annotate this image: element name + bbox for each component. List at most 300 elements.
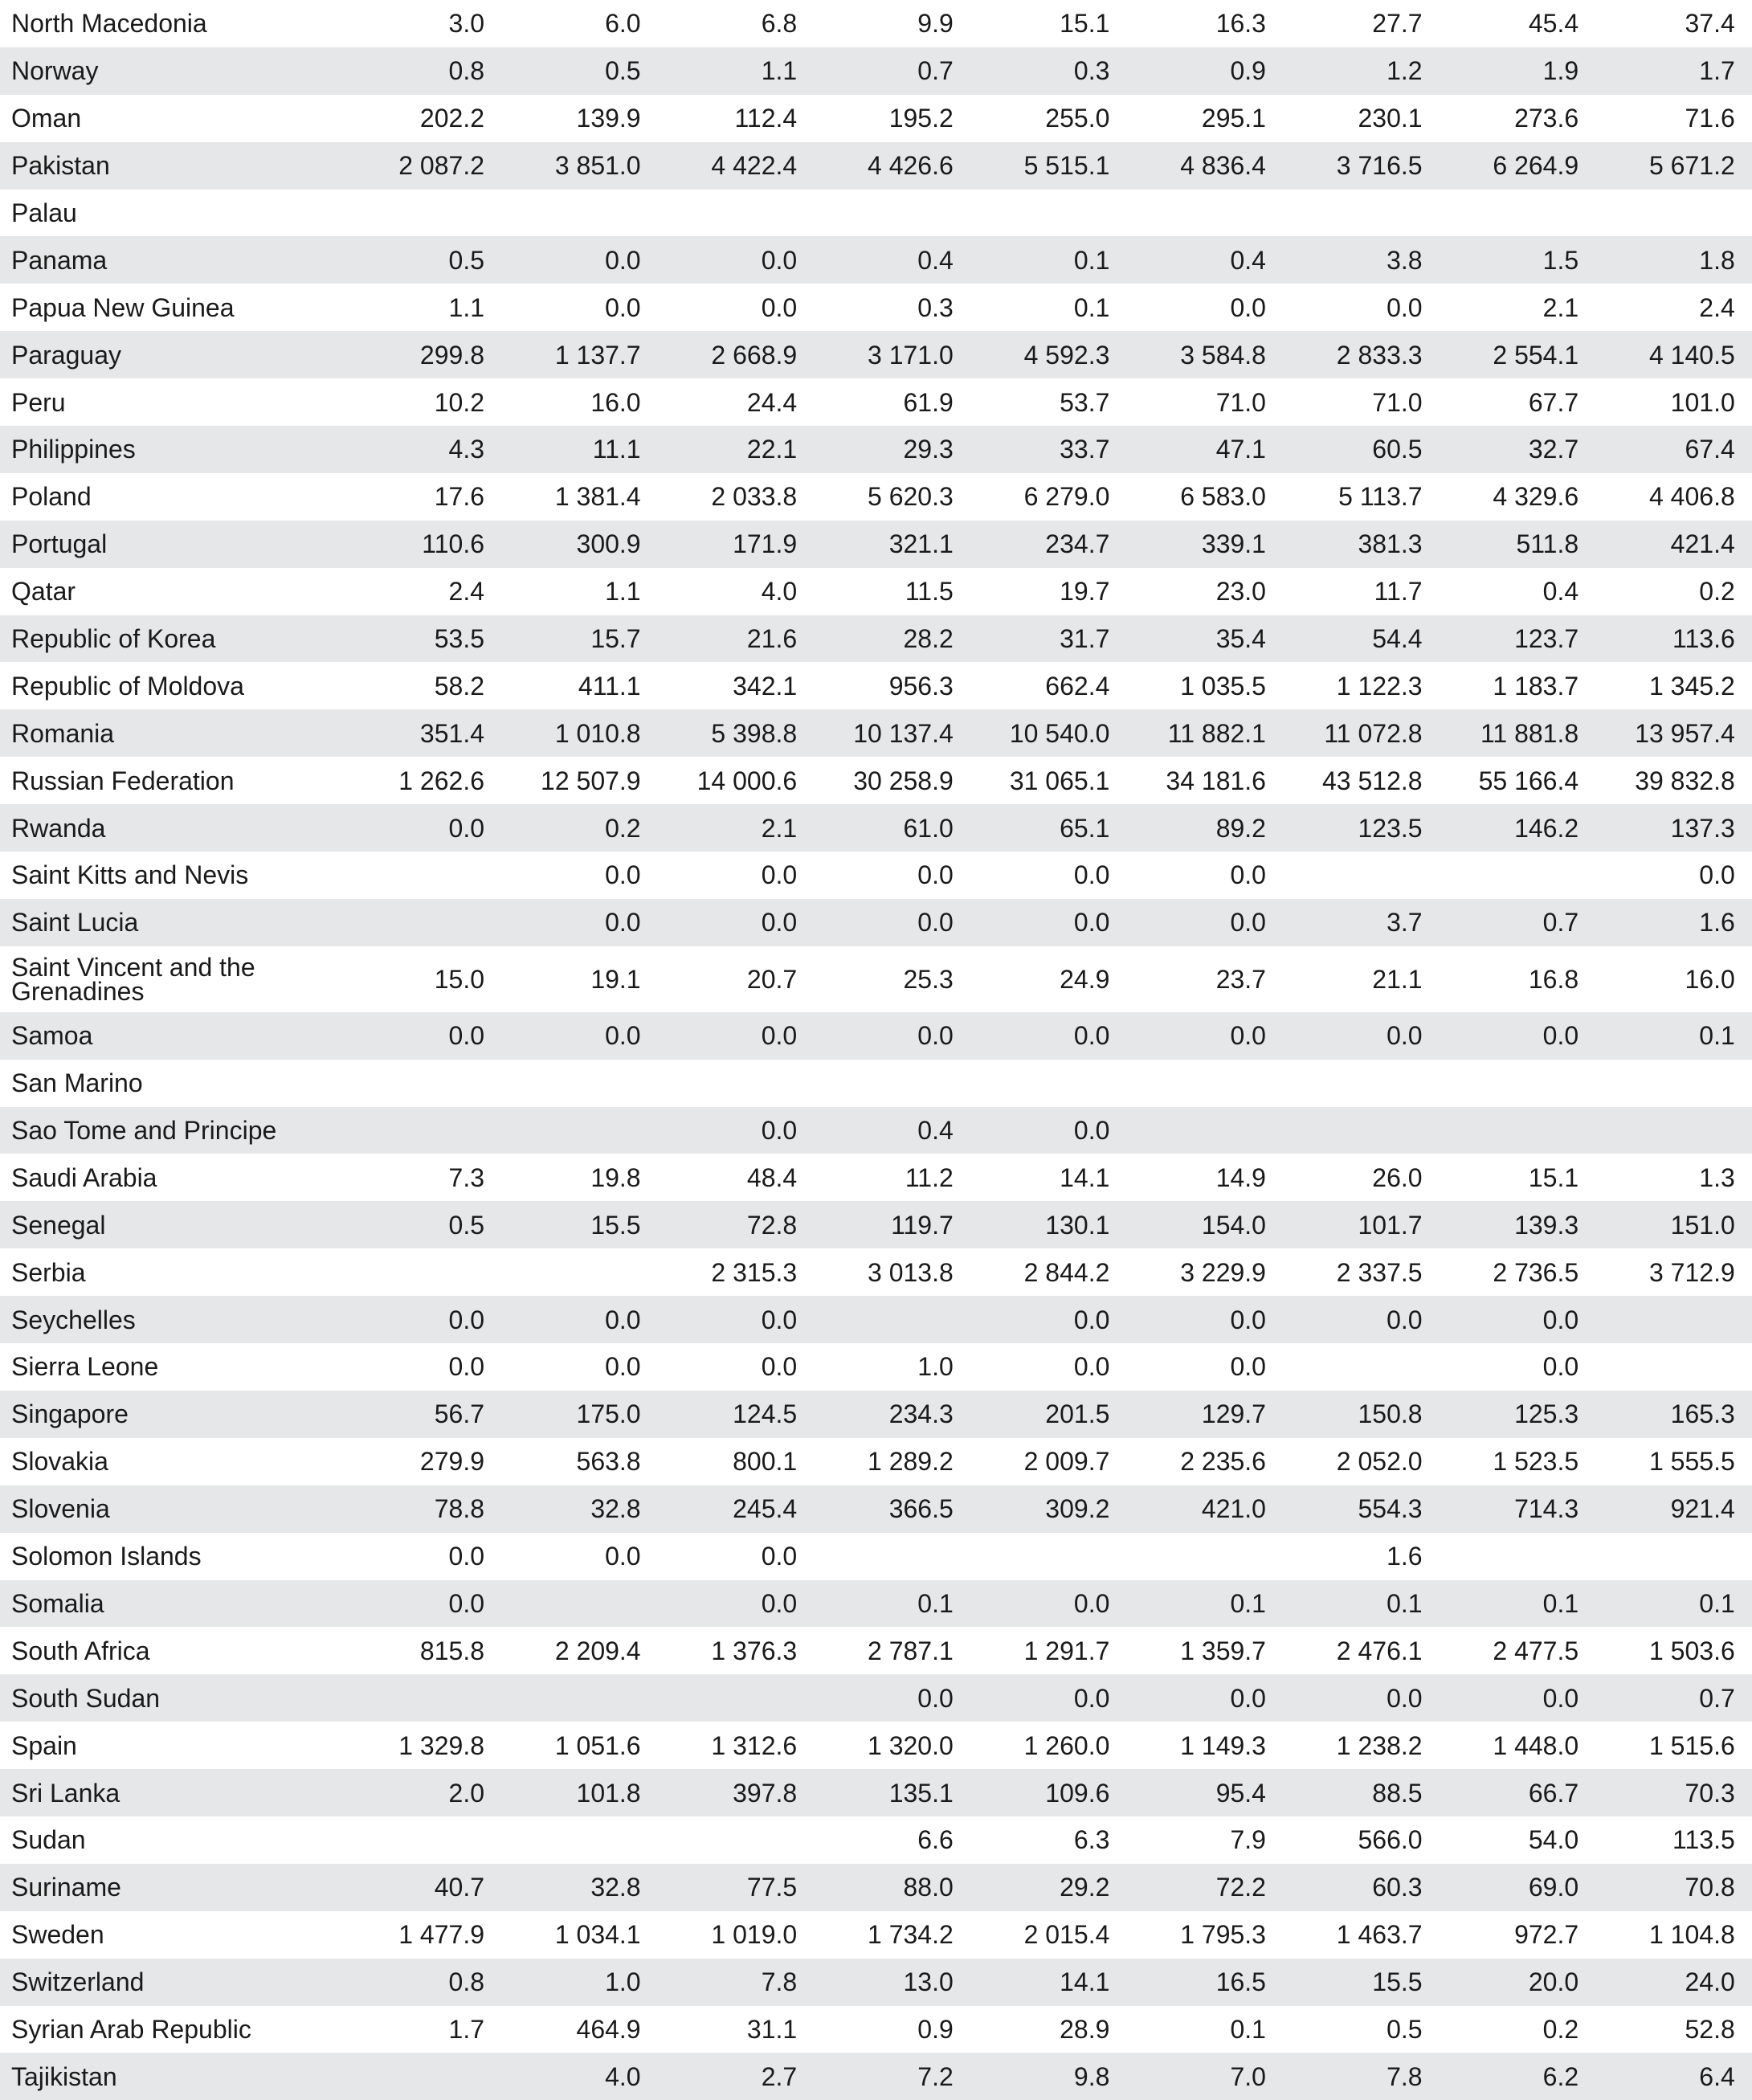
value-cell-col-7: 43 512.8	[1322, 766, 1423, 795]
value-cell-col-9: 70.3	[1685, 1778, 1735, 1808]
value-cell-col-8: 6.2	[1542, 2061, 1579, 2091]
country-name-cell: Portugal	[11, 529, 108, 559]
country-name-cell: Spain	[11, 1730, 77, 1760]
value-cell-col-6: 4 836.4	[1180, 151, 1266, 181]
value-cell-col-2: 0.0	[605, 860, 641, 890]
value-cell-col-5: 29.2	[1060, 1873, 1110, 1902]
country-name-cell: Sudan	[11, 1825, 86, 1855]
value-cell-col-6: 1 795.3	[1180, 1920, 1266, 1950]
value-cell-col-2: 101.8	[576, 1778, 641, 1808]
value-cell-col-7: 88.5	[1372, 1778, 1423, 1808]
value-cell-col-1: 1 477.9	[398, 1920, 484, 1950]
value-cell-col-6: 14.9	[1215, 1162, 1266, 1192]
value-cell-col-2: 15.5	[590, 1210, 641, 1240]
value-cell-col-1: 279.9	[419, 1447, 484, 1477]
table-row	[0, 95, 1752, 142]
value-cell-col-3: 4.0	[761, 577, 798, 607]
value-cell-col-5: 2 015.4	[1023, 1920, 1110, 1950]
country-name-cell: Philippines	[11, 435, 136, 464]
value-cell-col-4: 30 258.9	[853, 766, 954, 795]
value-cell-col-6: 0.0	[1230, 1352, 1266, 1382]
value-cell-col-1: 1 262.6	[398, 766, 484, 795]
table-row	[0, 47, 1752, 95]
value-cell-col-6: 295.1	[1201, 104, 1266, 133]
value-cell-col-9: 4 406.8	[1648, 482, 1735, 512]
value-cell-col-7: 60.5	[1372, 435, 1423, 464]
table-row	[0, 190, 1752, 237]
value-cell-col-5: 5 515.1	[1023, 151, 1110, 181]
value-cell-col-8: 45.4	[1528, 9, 1579, 39]
value-cell-col-9: 39 832.8	[1635, 766, 1735, 795]
value-cell-col-3: 0.0	[761, 1352, 798, 1382]
value-cell-col-7: 1.6	[1386, 1542, 1423, 1571]
country-name-cell: Sierra Leone	[11, 1352, 159, 1382]
value-cell-col-5: 309.2	[1045, 1494, 1110, 1524]
table-row	[0, 1959, 1752, 2006]
value-cell-col-2: 0.0	[605, 1305, 641, 1334]
value-cell-col-8: 55 166.4	[1478, 766, 1579, 795]
value-cell-col-3: 0.0	[761, 1588, 798, 1618]
value-cell-col-7: 3 716.5	[1336, 151, 1423, 181]
value-cell-col-3: 0.0	[761, 1305, 798, 1334]
value-cell-col-6: 3 584.8	[1180, 340, 1266, 370]
table-row	[0, 1533, 1752, 1580]
value-cell-col-4: 5 620.3	[868, 482, 954, 512]
country-name-cell: North Macedonia	[11, 9, 207, 39]
country-name-cell: Paraguay	[11, 340, 121, 370]
value-cell-col-6: 0.1	[1230, 1588, 1266, 1618]
value-cell-col-9: 67.4	[1685, 435, 1735, 464]
value-cell-col-3: 0.0	[761, 292, 798, 322]
value-cell-col-5: 6 279.0	[1023, 482, 1110, 512]
value-cell-col-9: 0.1	[1699, 1021, 1735, 1051]
value-cell-col-3: 1 019.0	[711, 1920, 798, 1950]
value-cell-col-9: 2.4	[1699, 292, 1735, 322]
value-cell-col-4: 0.4	[917, 245, 954, 275]
value-cell-col-5: 0.0	[1073, 1352, 1110, 1382]
value-cell-col-1: 7.3	[448, 1162, 484, 1192]
value-cell-col-5: 130.1	[1045, 1210, 1110, 1240]
value-cell-col-5: 31.7	[1060, 624, 1110, 654]
value-cell-col-9: 37.4	[1685, 9, 1735, 39]
country-name-cell: Qatar	[11, 577, 76, 607]
value-cell-col-1: 0.0	[448, 1542, 484, 1571]
value-cell-col-2: 0.5	[605, 56, 641, 86]
country-name-cell: Norway	[11, 56, 99, 86]
value-cell-col-7: 1 463.7	[1336, 1920, 1423, 1950]
value-cell-col-7: 21.1	[1372, 964, 1423, 994]
value-cell-col-4: 0.0	[917, 1683, 954, 1713]
value-cell-col-6: 0.9	[1230, 56, 1266, 86]
value-cell-col-3: 397.8	[733, 1778, 798, 1808]
value-cell-col-1: 2 087.2	[398, 151, 484, 181]
value-cell-col-1: 40.7	[434, 1873, 484, 1902]
value-cell-col-1: 0.5	[448, 245, 484, 275]
value-cell-col-1: 10.2	[434, 387, 484, 417]
value-cell-col-5: 0.0	[1073, 1683, 1110, 1713]
value-cell-col-8: 1 448.0	[1493, 1730, 1579, 1760]
value-cell-col-9: 4 140.5	[1648, 340, 1735, 370]
value-cell-col-3: 14 000.6	[696, 766, 798, 795]
value-cell-col-6: 95.4	[1215, 1778, 1266, 1808]
value-cell-col-7: 27.7	[1372, 9, 1423, 39]
value-cell-col-3: 22.1	[746, 435, 798, 464]
country-name-cell: Republic of Korea	[11, 624, 216, 654]
value-cell-col-6: 6 583.0	[1180, 482, 1266, 512]
value-cell-col-2: 1 010.8	[554, 718, 641, 748]
value-cell-col-6: 23.7	[1215, 964, 1266, 994]
value-cell-col-2: 16.0	[590, 387, 641, 417]
value-cell-col-2: 1 381.4	[554, 482, 641, 512]
value-cell-col-7: 3.7	[1386, 908, 1423, 938]
value-cell-col-9: 421.4	[1670, 529, 1735, 559]
value-cell-col-8: 6 264.9	[1493, 151, 1579, 181]
value-cell-col-6: 7.0	[1230, 2061, 1266, 2091]
value-cell-col-8: 511.8	[1516, 529, 1579, 559]
value-cell-col-2: 0.0	[605, 1352, 641, 1382]
value-cell-col-1: 56.7	[434, 1399, 484, 1429]
value-cell-col-5: 0.1	[1073, 292, 1110, 322]
value-cell-col-4: 10 137.4	[853, 718, 954, 748]
value-cell-col-8: 972.7	[1514, 1920, 1579, 1950]
country-name-cell: Poland	[11, 482, 92, 512]
value-cell-col-4: 13.0	[903, 1967, 954, 1997]
table-row	[0, 2053, 1752, 2100]
value-cell-col-3: 1.1	[761, 56, 798, 86]
table-row	[0, 662, 1752, 709]
table-row	[0, 1438, 1752, 1485]
value-cell-col-3: 2 668.9	[711, 340, 798, 370]
value-cell-col-8: 15.1	[1528, 1162, 1579, 1192]
country-name-cell: Tajikistan	[11, 2061, 117, 2091]
value-cell-col-7: 1.2	[1386, 56, 1423, 86]
table-row	[0, 946, 1752, 1012]
country-name-cell: Suriname	[11, 1873, 121, 1902]
country-name-cell: South Sudan	[11, 1683, 161, 1713]
value-cell-col-8: 714.3	[1514, 1494, 1579, 1524]
value-cell-col-5: 15.1	[1060, 9, 1110, 39]
value-cell-col-7: 11.7	[1374, 577, 1423, 607]
table-row	[0, 1769, 1752, 1816]
value-cell-col-7: 7.8	[1386, 2061, 1423, 2091]
value-cell-col-1: 53.5	[434, 624, 484, 654]
value-cell-col-7: 15.5	[1372, 1967, 1423, 1997]
value-cell-col-4: 1 734.2	[868, 1920, 954, 1950]
value-cell-col-3: 72.8	[746, 1210, 798, 1240]
value-cell-col-8: 2 477.5	[1493, 1636, 1579, 1665]
value-cell-col-6: 0.0	[1230, 908, 1266, 938]
value-cell-col-3: 342.1	[733, 671, 798, 701]
country-name-cell: Samoa	[11, 1021, 93, 1051]
value-cell-col-8: 146.2	[1514, 813, 1579, 843]
value-cell-col-6: 34 181.6	[1166, 766, 1266, 795]
value-cell-col-1: 815.8	[419, 1636, 484, 1665]
value-cell-col-9: 1 345.2	[1648, 671, 1735, 701]
country-name-cell: Slovenia	[11, 1494, 110, 1524]
country-name-cell: Slovakia	[11, 1447, 108, 1477]
value-cell-col-9: 13 957.4	[1635, 718, 1735, 748]
value-cell-col-5: 0.0	[1073, 1021, 1110, 1051]
value-cell-col-4: 0.4	[917, 1116, 954, 1146]
country-name-cell: Solomon Islands	[11, 1542, 202, 1571]
value-cell-col-4: 88.0	[903, 1873, 954, 1902]
value-cell-col-2: 0.2	[605, 813, 641, 843]
table-row	[0, 709, 1752, 757]
country-name-cell: Pakistan	[11, 151, 110, 181]
value-cell-col-8: 4 329.6	[1493, 482, 1579, 512]
value-cell-col-7: 0.0	[1386, 292, 1423, 322]
table-row	[0, 1580, 1752, 1628]
value-cell-col-6: 1 359.7	[1180, 1636, 1266, 1665]
table-row	[0, 615, 1752, 663]
value-cell-col-9: 3 712.9	[1648, 1257, 1735, 1287]
country-name-cell: Seychelles	[11, 1305, 136, 1334]
value-cell-col-7: 11 072.8	[1324, 718, 1423, 748]
table-row	[0, 331, 1752, 378]
table-row	[0, 2006, 1752, 2053]
value-cell-col-5: 6.3	[1073, 1825, 1110, 1855]
value-cell-col-1: 0.8	[448, 56, 484, 86]
value-cell-col-4: 7.2	[917, 2061, 954, 2091]
value-cell-col-7: 1 238.2	[1336, 1730, 1423, 1760]
value-cell-col-5: 28.9	[1060, 2014, 1110, 2044]
table-row	[0, 473, 1752, 521]
value-cell-col-8: 0.1	[1542, 1588, 1579, 1618]
value-cell-col-2: 175.0	[576, 1399, 641, 1429]
value-cell-col-9: 113.5	[1672, 1825, 1735, 1855]
value-cell-col-7: 2 833.3	[1336, 340, 1423, 370]
value-cell-col-9: 151.0	[1670, 1210, 1735, 1240]
table-row	[0, 804, 1752, 852]
table-row	[0, 426, 1752, 473]
value-cell-col-5: 10 540.0	[1009, 718, 1110, 748]
value-cell-col-3: 77.5	[746, 1873, 798, 1902]
value-cell-col-8: 1 183.7	[1493, 671, 1579, 701]
value-cell-col-1: 0.0	[448, 813, 484, 843]
value-cell-col-4: 1 289.2	[868, 1447, 954, 1477]
value-cell-col-2: 0.0	[605, 292, 641, 322]
value-cell-col-1: 202.2	[419, 104, 484, 133]
value-cell-col-3: 7.8	[761, 1967, 798, 1997]
table-row	[0, 1201, 1752, 1248]
value-cell-col-3: 0.0	[761, 908, 798, 938]
value-cell-col-5: 65.1	[1060, 813, 1110, 843]
value-cell-col-4: 135.1	[888, 1778, 954, 1808]
country-name-cell: Sri Lanka	[11, 1778, 120, 1808]
value-cell-col-3: 112.4	[734, 104, 798, 133]
value-cell-col-9: 16.0	[1685, 964, 1735, 994]
value-cell-col-5: 0.0	[1073, 1588, 1110, 1618]
value-cell-col-8: 0.2	[1542, 2014, 1579, 2044]
value-cell-col-6: 35.4	[1215, 624, 1266, 654]
value-cell-col-6: 0.4	[1230, 245, 1266, 275]
country-name-cell: San Marino	[11, 1068, 143, 1098]
value-cell-col-9: 137.3	[1670, 813, 1735, 843]
value-cell-col-4: 0.0	[917, 860, 954, 890]
value-cell-col-2: 0.0	[605, 908, 641, 938]
value-cell-col-5: 234.7	[1045, 529, 1110, 559]
table-row	[0, 1060, 1752, 1107]
value-cell-col-8: 0.0	[1542, 1683, 1579, 1713]
table-row	[0, 1627, 1752, 1674]
value-cell-col-4: 1 320.0	[868, 1730, 954, 1760]
table-row	[0, 1674, 1752, 1722]
value-cell-col-7: 54.4	[1372, 624, 1423, 654]
value-cell-col-6: 23.0	[1215, 577, 1266, 607]
country-name-cell: Rwanda	[11, 813, 106, 843]
value-cell-col-4: 366.5	[888, 1494, 954, 1524]
value-cell-col-2: 2 209.4	[554, 1636, 641, 1665]
value-cell-col-9: 113.6	[1672, 624, 1735, 654]
value-cell-col-4: 0.9	[917, 2014, 954, 2044]
table-row	[0, 1864, 1752, 1911]
country-name-cell: Syrian Arab Republic	[11, 2014, 251, 2044]
table-row	[0, 1012, 1752, 1060]
value-cell-col-4: 61.9	[903, 387, 954, 417]
value-cell-col-9: 1 515.6	[1648, 1730, 1735, 1760]
value-cell-col-8: 54.0	[1528, 1825, 1579, 1855]
value-cell-col-3: 800.1	[733, 1447, 798, 1477]
value-cell-col-1: 3.0	[448, 9, 484, 39]
value-cell-col-9: 1.6	[1699, 908, 1735, 938]
value-cell-col-5: 1 260.0	[1023, 1730, 1110, 1760]
value-cell-col-3: 2.7	[761, 2061, 798, 2091]
value-cell-col-7: 123.5	[1358, 813, 1423, 843]
value-cell-col-1: 17.6	[434, 482, 484, 512]
value-cell-col-6: 339.1	[1201, 529, 1266, 559]
value-cell-col-5: 4 592.3	[1023, 340, 1110, 370]
value-cell-col-2: 0.0	[605, 1542, 641, 1571]
value-cell-col-2: 1 034.1	[554, 1920, 641, 1950]
value-cell-col-3: 0.0	[761, 1542, 798, 1571]
value-cell-col-1: 110.6	[422, 529, 484, 559]
value-cell-col-4: 11.2	[905, 1162, 954, 1192]
value-cell-col-2: 1 137.7	[554, 340, 641, 370]
value-cell-col-2: 1.0	[605, 1967, 641, 1997]
value-cell-col-5: 1 291.7	[1023, 1636, 1110, 1665]
value-cell-col-7: 0.0	[1386, 1305, 1423, 1334]
value-cell-col-9: 0.0	[1699, 860, 1735, 890]
value-cell-col-6: 7.9	[1230, 1825, 1266, 1855]
value-cell-col-5: 0.3	[1073, 56, 1110, 86]
table-row	[0, 852, 1752, 899]
value-cell-col-4: 2 787.1	[868, 1636, 954, 1665]
table-row	[0, 1911, 1752, 1959]
value-cell-col-8: 2.1	[1542, 292, 1579, 322]
table-row	[0, 521, 1752, 568]
value-cell-col-5: 2 844.2	[1023, 1257, 1110, 1287]
value-cell-col-1: 15.0	[434, 964, 484, 994]
value-cell-col-2: 563.8	[576, 1447, 641, 1477]
value-cell-col-6: 47.1	[1215, 435, 1266, 464]
table-row	[0, 236, 1752, 284]
value-cell-col-3: 2 315.3	[711, 1257, 798, 1287]
value-cell-col-1: 1.7	[448, 2014, 484, 2044]
value-cell-col-1: 0.0	[448, 1352, 484, 1382]
value-cell-col-4: 28.2	[903, 624, 954, 654]
value-cell-col-3: 31.1	[746, 2014, 798, 2044]
value-cell-col-4: 0.7	[917, 56, 954, 86]
value-cell-col-1: 0.0	[448, 1305, 484, 1334]
value-cell-col-5: 0.1	[1073, 245, 1110, 275]
value-cell-col-8: 1 523.5	[1493, 1447, 1579, 1477]
value-cell-col-8: 11 881.8	[1480, 718, 1579, 748]
value-cell-col-9: 1.7	[1699, 56, 1735, 86]
value-cell-col-3: 245.4	[733, 1494, 798, 1524]
country-name-cell: Papua New Guinea	[11, 292, 235, 322]
value-cell-col-2: 32.8	[590, 1873, 641, 1902]
value-cell-col-9: 101.0	[1670, 387, 1735, 417]
value-cell-col-8: 0.0	[1542, 1021, 1579, 1051]
country-name-cell: Switzerland	[11, 1967, 145, 1997]
value-cell-col-9: 24.0	[1685, 1967, 1735, 1997]
value-cell-col-1: 78.8	[434, 1494, 484, 1524]
country-name-cell: Palau	[11, 198, 77, 227]
value-cell-col-6: 71.0	[1215, 387, 1266, 417]
value-cell-col-7: 60.3	[1372, 1873, 1423, 1902]
value-cell-col-7: 2 052.0	[1336, 1447, 1423, 1477]
value-cell-col-2: 411.1	[578, 671, 641, 701]
value-cell-col-9: 0.2	[1699, 577, 1735, 607]
value-cell-col-9: 1.3	[1699, 1162, 1735, 1192]
value-cell-col-2: 15.7	[590, 624, 641, 654]
value-cell-col-6: 16.3	[1215, 9, 1266, 39]
value-cell-col-6: 0.0	[1230, 292, 1266, 322]
value-cell-col-9: 5 671.2	[1648, 151, 1735, 181]
country-name-cell: Russian Federation	[11, 766, 235, 795]
value-cell-col-8: 123.7	[1514, 624, 1579, 654]
value-cell-col-9: 52.8	[1685, 2014, 1735, 2044]
value-cell-col-6: 3 229.9	[1180, 1257, 1266, 1287]
value-cell-col-9: 6.4	[1699, 2061, 1735, 2091]
value-cell-col-8: 2 736.5	[1493, 1257, 1579, 1287]
value-cell-col-8: 125.3	[1514, 1399, 1579, 1429]
value-cell-col-9: 165.3	[1670, 1399, 1735, 1429]
value-cell-col-4: 956.3	[888, 671, 954, 701]
value-cell-col-3: 0.0	[761, 245, 798, 275]
value-cell-col-2: 1.1	[605, 577, 641, 607]
value-cell-col-7: 71.0	[1372, 387, 1423, 417]
value-cell-col-3: 2.1	[761, 813, 798, 843]
table-row	[0, 1107, 1752, 1154]
value-cell-col-2: 0.0	[605, 245, 641, 275]
value-cell-col-2: 6.0	[605, 9, 641, 39]
value-cell-col-1: 0.5	[448, 1210, 484, 1240]
country-name-cell: Republic of Moldova	[11, 671, 244, 701]
value-cell-col-4: 61.0	[903, 813, 954, 843]
value-cell-col-6: 11 882.1	[1167, 718, 1266, 748]
value-cell-col-9: 70.8	[1685, 1873, 1735, 1902]
value-cell-col-2: 464.9	[576, 2014, 641, 2044]
value-cell-col-8: 1.9	[1542, 56, 1579, 86]
country-name-cell: Saint Vincent and the Grenadines	[11, 952, 255, 1006]
value-cell-col-5: 255.0	[1045, 104, 1110, 133]
value-cell-col-9: 1 555.5	[1648, 1447, 1735, 1477]
value-cell-col-2: 0.0	[605, 1021, 641, 1051]
value-cell-col-5: 109.6	[1045, 1778, 1110, 1808]
value-cell-col-4: 321.1	[888, 529, 954, 559]
value-cell-col-8: 139.3	[1514, 1210, 1579, 1240]
value-cell-col-4: 3 013.8	[868, 1257, 954, 1287]
value-cell-col-5: 2 009.7	[1023, 1447, 1110, 1477]
value-cell-col-4: 195.2	[888, 104, 954, 133]
value-cell-col-4: 25.3	[903, 964, 954, 994]
value-cell-col-7: 150.8	[1358, 1399, 1423, 1429]
value-cell-col-7: 0.1	[1386, 1588, 1423, 1618]
table-row	[0, 1154, 1752, 1201]
value-cell-col-5: 19.7	[1060, 577, 1110, 607]
country-name-cell: Peru	[11, 387, 66, 417]
